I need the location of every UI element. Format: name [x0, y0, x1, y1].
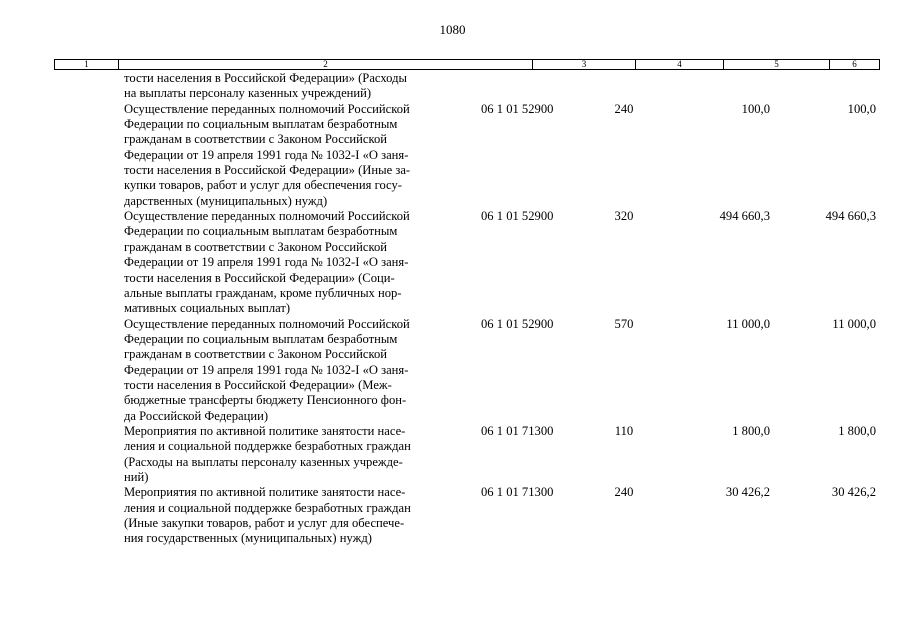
- table-row: [0, 424, 905, 485]
- row-description-line: ний): [124, 470, 149, 485]
- row-description-line: (Расходы на выплаты персоналу казенных учрежде-: [124, 454, 403, 469]
- row-description-line: Федерации от 19 апреля 1991 года № 1032-I «О заня-: [124, 362, 409, 377]
- row-description: [124, 71, 472, 102]
- row-amount-year-2: 100,0: [847, 101, 876, 116]
- row-description-line: на выплаты персоналу казенных учреждений): [124, 86, 372, 101]
- row-expense-type: 240: [614, 101, 634, 116]
- row-description-line: тости населения в Российской Федерации» (Соци-: [124, 270, 395, 285]
- row-description-line: ния государственных (муниципальных) нужд): [124, 531, 372, 546]
- row-description-line: Федерации от 19 апреля 1991 года № 1032-I «О заня-: [124, 255, 409, 270]
- table-header-row: [54, 59, 880, 70]
- row-description-line: тости населения в Российской Федерации» (Иные за-: [124, 163, 411, 178]
- row-description: [124, 102, 472, 209]
- row-expense-type: 110: [614, 424, 634, 438]
- row-description-line: Осуществление переданных полномочий Российской: [124, 316, 410, 331]
- row-code: 06 1 01 71300: [481, 485, 554, 500]
- row-description-line: да Российской Федерации): [124, 408, 269, 423]
- row-description-line: Федерации от 19 апреля 1991 года № 1032-I «О заня-: [124, 147, 409, 162]
- row-description-line: Осуществление переданных полномочий Российской: [124, 101, 410, 116]
- column-header-3: 3: [532, 60, 635, 69]
- row-description-line: мативных социальных выплат): [124, 301, 291, 316]
- row-description: [124, 485, 472, 546]
- row-description-line: дарственных (муниципальных) нужд): [124, 193, 328, 208]
- column-header-6: 6: [829, 60, 879, 69]
- table-row: [0, 485, 905, 546]
- row-description-line: гражданам в соответствии с Законом Российской: [124, 132, 387, 147]
- column-header-2: 2: [118, 60, 532, 69]
- row-amount-year-2: 1 800,0: [838, 424, 876, 438]
- row-description-line: ления и социальной поддержке безработных граждан: [124, 500, 411, 515]
- row-expense-type: 570: [614, 316, 634, 331]
- row-description-line: Мероприятия по активной политике занятости насе-: [124, 424, 406, 438]
- row-code: 06 1 01 52900: [481, 209, 554, 224]
- row-description-line: гражданам в соответствии с Законом Российской: [124, 347, 387, 362]
- row-amount-year-1: 1 800,0: [732, 424, 770, 438]
- row-description-line: гражданам в соответствии с Законом Российской: [124, 239, 387, 254]
- row-description: [124, 317, 472, 424]
- row-description-line: бюджетные трансферты бюджету Пенсионного фон-: [124, 393, 407, 408]
- row-description-line: тости населения в Российской Федерации» (Расходы: [124, 71, 407, 85]
- column-header-4: 4: [635, 60, 723, 69]
- column-header-5: 5: [723, 60, 829, 69]
- row-amount-year-2: 30 426,2: [831, 485, 876, 500]
- row-amount-year-1: 11 000,0: [726, 316, 770, 331]
- row-description-line: Федерации по социальным выплатам безработным: [124, 117, 398, 132]
- column-header-1: 1: [84, 59, 89, 69]
- row-amount-year-1: 494 660,3: [719, 209, 770, 224]
- row-amount-year-1: 30 426,2: [725, 485, 770, 500]
- row-description-line: ления и социальной поддержке безработных граждан: [124, 439, 411, 454]
- row-amount-year-2: 494 660,3: [825, 209, 876, 224]
- row-code: 06 1 01 52900: [481, 101, 554, 116]
- row-expense-type: 320: [614, 209, 634, 224]
- row-amount-year-1: 100,0: [741, 101, 770, 116]
- row-description-line: Мероприятия по активной политике занятости насе-: [124, 485, 406, 500]
- row-amount-year-2: 11 000,0: [832, 316, 876, 331]
- row-description: [124, 209, 472, 316]
- row-description-line: Федерации по социальным выплатам безработным: [124, 331, 398, 346]
- row-description-line: тости населения в Российской Федерации» (Меж-: [124, 377, 392, 392]
- table-row: [0, 209, 905, 316]
- row-description-line: Осуществление переданных полномочий Российской: [124, 209, 410, 224]
- row-description-line: Федерации по социальным выплатам безработным: [124, 224, 398, 239]
- row-description: [124, 424, 472, 485]
- row-description-line: альные выплаты гражданам, кроме публичных нор-: [124, 285, 402, 300]
- row-description-line: купки товаров, работ и услуг для обеспечения госу-: [124, 178, 402, 193]
- row-description-line: (Иные закупки товаров, работ и услуг для обеспече-: [124, 516, 405, 531]
- page-number: 1080: [439, 22, 466, 37]
- table-row: [0, 71, 905, 102]
- row-code: 06 1 01 52900: [481, 316, 554, 331]
- row-code: 06 1 01 71300: [481, 424, 554, 438]
- table-row: [0, 317, 905, 424]
- table-row: [0, 102, 905, 209]
- row-expense-type: 240: [614, 485, 634, 500]
- table-body: [0, 71, 905, 547]
